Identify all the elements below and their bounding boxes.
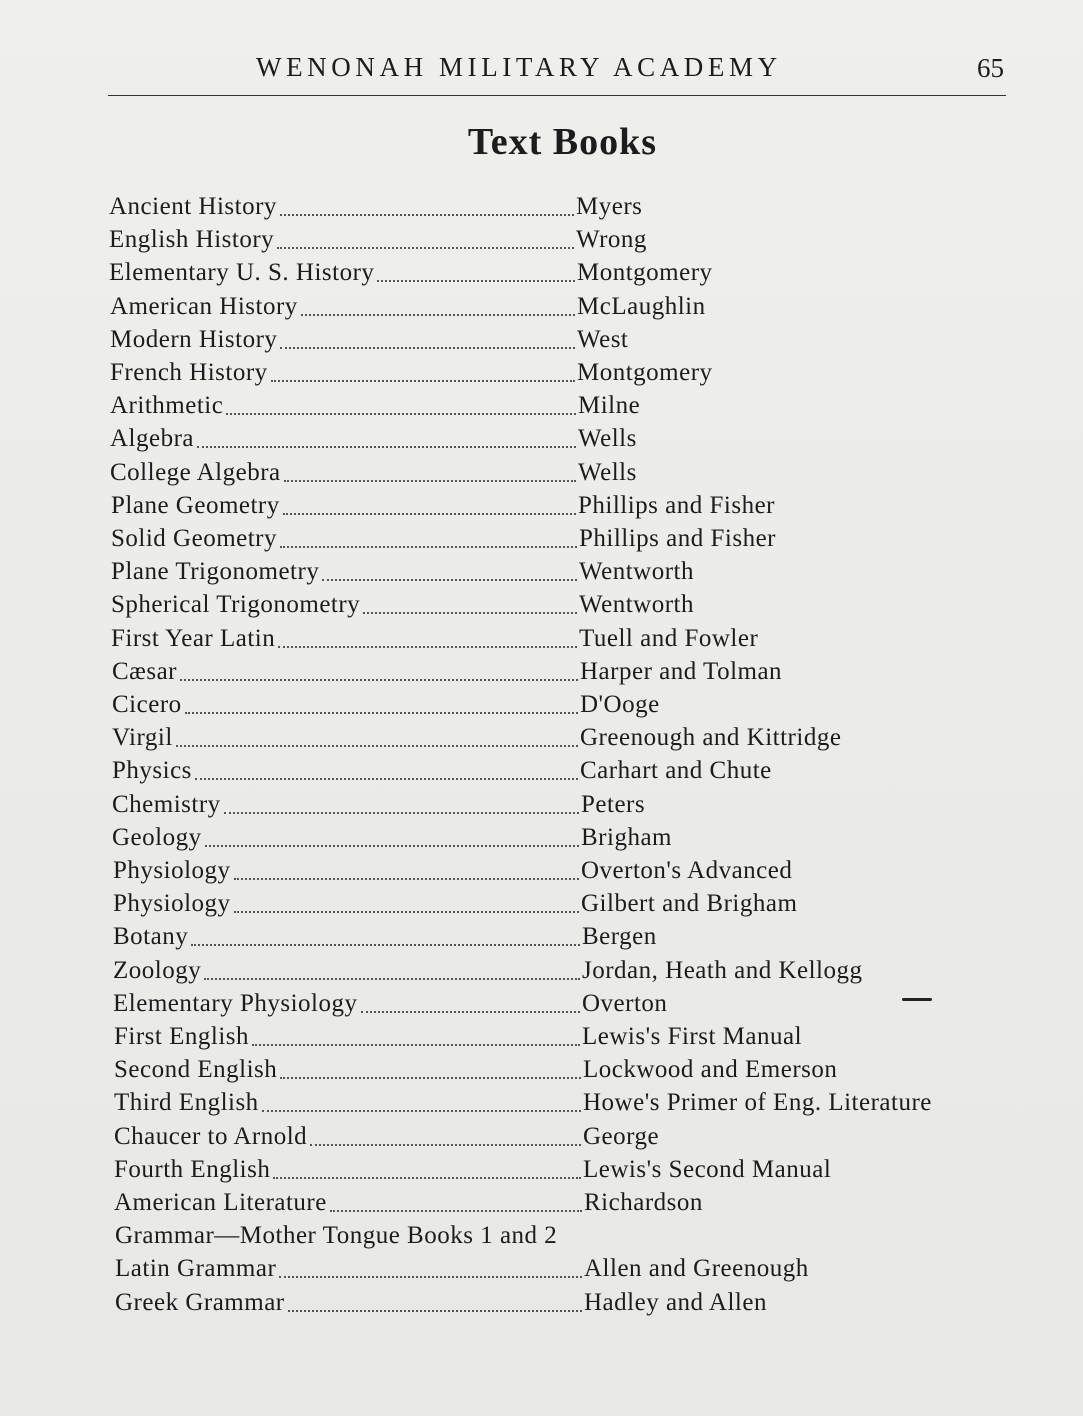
book-subject: Solid Geometry bbox=[111, 525, 278, 552]
dot-leader bbox=[278, 646, 577, 648]
book-author: Greenough and Kittridge bbox=[580, 724, 842, 751]
book-row bbox=[113, 920, 1083, 953]
book-subject: Virgil bbox=[112, 724, 173, 751]
book-subject: College Algebra bbox=[110, 459, 281, 486]
book-row bbox=[109, 190, 1083, 223]
dot-leader bbox=[288, 1310, 582, 1312]
book-subject: Modern History bbox=[110, 326, 278, 353]
book-author: Hadley and Allen bbox=[584, 1289, 767, 1316]
book-row bbox=[115, 1286, 1083, 1319]
dot-leader bbox=[310, 1144, 581, 1146]
book-subject: Zoology bbox=[113, 957, 202, 984]
book-author: Richardson bbox=[584, 1189, 703, 1216]
book-row bbox=[114, 1120, 1083, 1153]
book-row bbox=[112, 821, 1083, 854]
page-title: Text Books bbox=[467, 121, 658, 163]
dot-leader bbox=[284, 480, 576, 482]
book-subject: First Year Latin bbox=[111, 625, 276, 652]
book-row bbox=[111, 588, 1083, 621]
dot-leader bbox=[330, 1210, 582, 1212]
book-author: Tuell and Fowler bbox=[579, 625, 759, 652]
dot-leader bbox=[195, 778, 578, 780]
book-entry-line: Grammar—Mother Tongue Books 1 and 2 bbox=[115, 1222, 558, 1249]
book-subject: Arithmetic bbox=[110, 392, 224, 419]
book-row bbox=[109, 256, 1083, 289]
book-row bbox=[110, 290, 1083, 323]
book-author: Milne bbox=[578, 392, 641, 419]
dot-leader bbox=[234, 878, 579, 880]
book-author: Lewis's Second Manual bbox=[583, 1156, 832, 1183]
dot-leader bbox=[280, 214, 574, 216]
dot-leader bbox=[234, 911, 579, 913]
ink-mark bbox=[902, 998, 932, 1001]
book-subject: Plane Geometry bbox=[111, 492, 280, 519]
dot-leader bbox=[283, 513, 576, 515]
book-row bbox=[114, 1086, 1083, 1119]
book-author: Wentworth bbox=[579, 591, 694, 618]
dot-leader bbox=[204, 978, 580, 980]
book-subject: Elementary U. S. History bbox=[109, 259, 375, 286]
book-subject: Spherical Trigonometry bbox=[111, 591, 361, 618]
dot-leader bbox=[361, 1011, 581, 1013]
book-author: Wells bbox=[578, 459, 637, 486]
running-head-title: WENONAH MILITARY ACADEMY bbox=[256, 52, 782, 82]
book-subject: Third English bbox=[114, 1089, 259, 1116]
book-author: Overton bbox=[582, 990, 668, 1017]
book-subject: Physiology bbox=[113, 890, 231, 917]
book-author: Wentworth bbox=[579, 558, 694, 585]
book-row bbox=[115, 1219, 1083, 1252]
dot-leader bbox=[363, 612, 577, 614]
book-row bbox=[111, 522, 1083, 555]
book-author: Phillips and Fisher bbox=[578, 492, 776, 519]
book-subject: Botany bbox=[113, 923, 189, 950]
book-row bbox=[111, 622, 1083, 655]
book-row bbox=[110, 323, 1083, 356]
dot-leader bbox=[322, 579, 577, 581]
book-subject: First English bbox=[114, 1023, 249, 1050]
dot-leader bbox=[197, 446, 576, 448]
dot-leader bbox=[226, 413, 576, 415]
book-author: West bbox=[577, 326, 629, 353]
book-subject: Geology bbox=[112, 824, 202, 851]
book-row bbox=[112, 688, 1083, 721]
book-row bbox=[114, 1153, 1083, 1186]
book-row bbox=[113, 954, 1083, 987]
book-row bbox=[110, 389, 1083, 422]
book-author: Lockwood and Emerson bbox=[583, 1056, 838, 1083]
book-row bbox=[112, 721, 1083, 754]
book-row bbox=[113, 887, 1083, 920]
book-author: Peters bbox=[581, 791, 646, 818]
book-row bbox=[112, 655, 1083, 688]
book-subject: Plane Trigonometry bbox=[111, 558, 320, 585]
book-subject: American History bbox=[110, 293, 298, 320]
book-row bbox=[110, 422, 1083, 455]
book-subject: Ancient History bbox=[109, 193, 277, 220]
book-subject: Physiology bbox=[113, 857, 231, 884]
book-subject: Latin Grammar bbox=[115, 1255, 277, 1282]
book-subject: Elementary Physiology bbox=[113, 990, 358, 1017]
dot-leader bbox=[280, 1077, 581, 1079]
dot-leader bbox=[301, 314, 575, 316]
dot-leader bbox=[205, 845, 579, 847]
book-author: Wells bbox=[578, 425, 637, 452]
dot-leader bbox=[280, 347, 575, 349]
book-subject: French History bbox=[110, 359, 268, 386]
dot-leader bbox=[185, 712, 578, 714]
dot-leader bbox=[176, 745, 578, 747]
book-row bbox=[114, 1053, 1083, 1086]
book-subject: Greek Grammar bbox=[115, 1289, 285, 1316]
book-subject: Chaucer to Arnold bbox=[114, 1123, 308, 1150]
dot-leader bbox=[377, 280, 575, 282]
dot-leader bbox=[277, 247, 574, 249]
book-author: Overton's Advanced bbox=[581, 857, 793, 884]
dot-leader bbox=[280, 546, 577, 548]
book-author: Brigham bbox=[581, 824, 672, 851]
book-row bbox=[110, 456, 1083, 489]
book-author: Myers bbox=[576, 193, 643, 220]
dot-leader bbox=[180, 679, 578, 681]
book-row bbox=[115, 1252, 1083, 1285]
dot-leader bbox=[262, 1110, 581, 1112]
book-row bbox=[110, 356, 1083, 389]
dot-leader bbox=[273, 1177, 581, 1179]
book-row bbox=[112, 754, 1083, 787]
book-row bbox=[114, 1186, 1083, 1219]
book-row bbox=[113, 987, 1083, 1020]
book-author: McLaughlin bbox=[577, 293, 706, 320]
book-subject: Chemistry bbox=[112, 791, 221, 818]
dot-leader bbox=[279, 1276, 582, 1278]
book-subject: Cæsar bbox=[112, 658, 177, 685]
dot-leader bbox=[271, 380, 575, 382]
book-author: Allen and Greenough bbox=[584, 1255, 809, 1282]
book-author: Howe's Primer of Eng. Literature bbox=[583, 1089, 932, 1116]
book-subject: Cicero bbox=[112, 691, 182, 718]
dot-leader bbox=[224, 812, 579, 814]
book-author: D'Ooge bbox=[580, 691, 660, 718]
book-row bbox=[111, 555, 1083, 588]
book-author: Carhart and Chute bbox=[580, 757, 772, 784]
book-author: Bergen bbox=[582, 923, 657, 950]
book-subject: American Literature bbox=[114, 1189, 327, 1216]
book-author: Jordan, Heath and Kellogg bbox=[582, 957, 863, 984]
book-author: Gilbert and Brigham bbox=[581, 890, 798, 917]
book-row bbox=[112, 788, 1083, 821]
book-author: George bbox=[583, 1123, 660, 1150]
book-author: Phillips and Fisher bbox=[579, 525, 777, 552]
book-row bbox=[113, 854, 1083, 887]
book-subject: English History bbox=[109, 226, 275, 253]
book-author: Wrong bbox=[576, 226, 647, 253]
book-subject: Second English bbox=[114, 1056, 278, 1083]
book-subject: Algebra bbox=[110, 425, 195, 452]
book-row bbox=[114, 1020, 1083, 1053]
book-row bbox=[109, 223, 1083, 256]
header-rule bbox=[108, 95, 1006, 96]
book-row bbox=[111, 489, 1083, 522]
book-author: Lewis's First Manual bbox=[582, 1023, 803, 1050]
book-subject: Physics bbox=[112, 757, 192, 784]
dot-leader bbox=[252, 1044, 580, 1046]
page-number: 65 bbox=[977, 53, 1004, 83]
book-author: Harper and Tolman bbox=[580, 658, 783, 685]
book-subject: Fourth English bbox=[114, 1156, 271, 1183]
dot-leader bbox=[191, 944, 580, 946]
book-author: Montgomery bbox=[577, 259, 713, 286]
book-author: Montgomery bbox=[577, 359, 713, 386]
